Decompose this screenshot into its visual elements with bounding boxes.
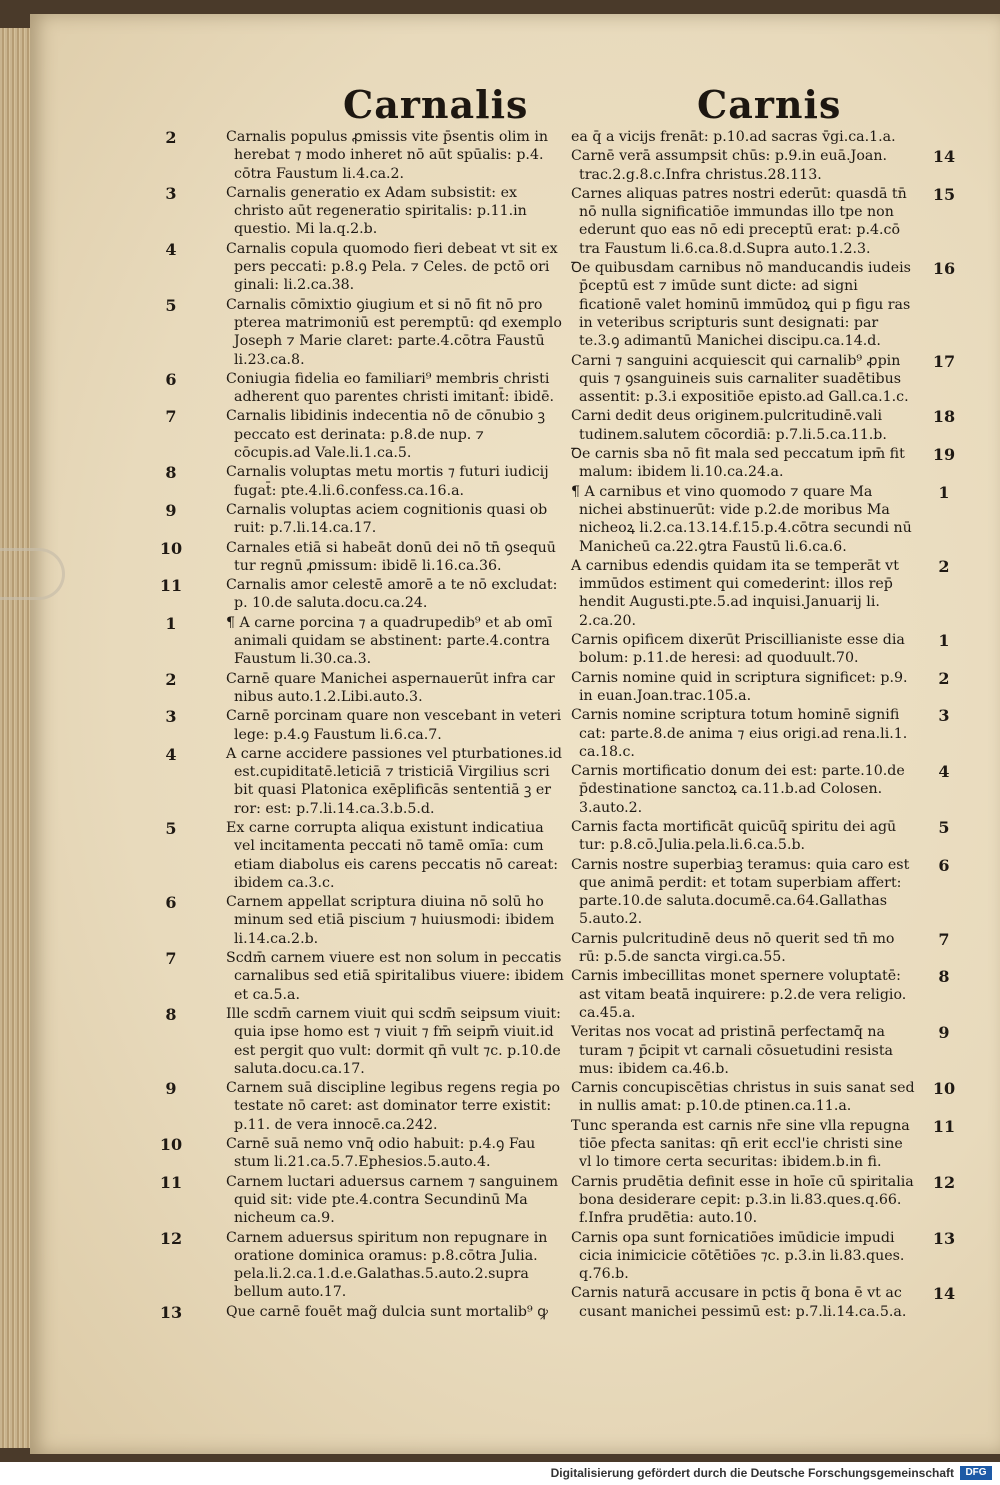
entry-text: Carnis opa sunt fornicatiōes imūdicie impudi cicia inimicicie cōtētiōes ⁊c. p.3.in li.83.ques. q.76.b. — [571, 1229, 905, 1283]
entry-text: Ex carne corrupta aliqua existunt indicatiua vel incitamenta peccati nō tamē omīa: cum etiam diabolus eis carens peccatis nō careat: ibidem ca.3.c. — [226, 819, 559, 891]
entry-text: A carnibus edendis quidam ita se temperāt vt immūdos estiment qui comederint: illos rep̄ hendit Augusti.pte.5.ad inquisi.Januarij li. 2.ca.20. — [571, 557, 899, 629]
index-entry — [165, 295, 564, 369]
entry-number: 11 — [159, 576, 183, 596]
dfg-logo[interactable]: DFG — [960, 1466, 992, 1480]
entry-number: 3 — [165, 183, 177, 203]
index-entry — [567, 1116, 956, 1172]
entry-number: 5 — [165, 818, 177, 838]
entry-text: Carnem appellat scriptura diuina nō solū ho minum sed etiā piscium ⁊ huiusmodi: ibidem li.14.ca.2.b. — [226, 894, 555, 947]
entry-text: Carni dedit deus originem.pulcritudinē.vali tudinem.salutem cōcordiā: p.7.li.5.ca.11.b. — [571, 408, 887, 443]
index-entry — [567, 1172, 956, 1228]
entry-text: Carnalis copula quomodo fieri debeat vt sit ex pers peccati: p.8.ꝯ Pela. ⁊ Celes. de pctō ori ginali: li.2.ca.38. — [226, 240, 558, 294]
entry-number: 10 — [159, 1135, 183, 1155]
entry-text: Veritas nos vocat ad pristinā perfectamq̄ na turam ⁊ p̄cipit vt carnali cōsuetudini resista mus: ibidem ca.46.b. — [571, 1024, 893, 1077]
entry-text: Scdm̄ carnem viuere est non solum in peccatis carnalibus sed etiā spiritalibus viuere: ibidem et ca.5.a. — [226, 950, 564, 1003]
entry-number: 4 — [165, 744, 177, 764]
left-column — [159, 128, 564, 1322]
index-entry — [165, 239, 564, 295]
index-entry — [165, 669, 564, 707]
index-entry — [165, 818, 564, 892]
entry-text: Carnis opificem dixerūt Priscillianiste esse dia bolum: p.11.de heresi: ad quoduult.70. — [571, 632, 905, 667]
entry-text: Carnē suā nemo vnq̄ odio habuit: p.4.ꝯ Fau stum li.21.ca.5.7.Ephesios.5.auto.4. — [226, 1136, 536, 1171]
entry-text: ea q̄ a vicijs frenāt: p.10.ad sacras v̄gi.ca.1.a. — [571, 129, 896, 145]
entry-text: Carnis naturā accusare in pctis q̄ bona ē vt ac cusant manichei pessimū est: p.7.li.14.ca.5.a. — [571, 1285, 907, 1320]
index-entry — [567, 1023, 950, 1078]
index-entry — [567, 762, 950, 817]
index-entry — [567, 668, 950, 706]
entry-number: 7 — [165, 407, 177, 427]
entry-text: Carnalis populus ꝓmissis vite p̄sentis olim in herebat ⁊ modo inheret nō aūt spūalis: p.4. cōtra Faustum li.4.ca.2. — [226, 129, 549, 182]
entry-number: 14 — [932, 1284, 956, 1304]
entry-text: Ille scdm̄ carnem viuit qui scdm̄ seipsum viuit: quia ipse homo est ⁊ viuit ⁊ fm̄ seipm̄ viuit.id est pergit quo vult: dormit qn̄ vult ⁊c. p.10.de saluta.docu.ca.17. — [226, 1005, 561, 1077]
entry-text: Carnis nomine scriptura totum hominē signifi cat: parte.8.de anima ⁊ eius origi.ad rena.li.1. ca.18.c. — [571, 707, 908, 760]
running-head-left: Carnalis — [343, 82, 529, 127]
index-entry — [165, 463, 564, 500]
entry-text: Ꝺe carnis sba nō fit mala sed peccatum ipm̄ fit malum: ibidem li.10.ca.24.a. — [571, 446, 905, 481]
entry-number: 1 — [938, 482, 950, 502]
entry-text: Carnalis amor celestē amorē a te nō excludat: p. 10.de saluta.docu.ca.24. — [226, 577, 558, 612]
index-entry — [165, 128, 564, 183]
entry-text: Carnes aliquas patres nostri ederūt: quasdā tn̄ nō nulla significatiōe immundas illo tpe non ederunt quo eas nō edi preceptū erat: p.4.cō tra Faustum li.6.ca.8.d.Supra auto.1.2.3. — [571, 185, 907, 257]
index-entry — [165, 613, 564, 669]
index-entry — [159, 576, 564, 613]
index-entry — [165, 1004, 564, 1078]
entry-text: Carnē verā assumpsit chūs: p.9.in euā.Joan. trac.2.g.8.c.Infra christus.28.113. — [571, 148, 887, 183]
entry-text: Carnis pulcritudinē deus nō querit sed tn̄ mo rū: p.5.de sancta virgi.ca.55. — [571, 930, 895, 966]
index-entry — [567, 1079, 956, 1116]
entry-text: Coniugia fidelia eo familiari⁹ membris christi adherent quo parentes christi imitant̄: ibidē. — [226, 370, 555, 406]
index-entry — [165, 949, 564, 1004]
entry-number: 1 — [938, 631, 950, 651]
entry-text: Carnē quare Manichei aspernauerūt infra car nibus auto.1.2.Libi.auto.3. — [226, 670, 555, 705]
entry-number: 11 — [159, 1172, 183, 1192]
index-entry — [567, 556, 950, 630]
index-entry — [567, 128, 947, 146]
entry-number: 2 — [165, 128, 177, 147]
entry-number: 10 — [932, 1079, 956, 1099]
entry-number: 2 — [938, 556, 950, 576]
entry-number: 6 — [938, 855, 950, 875]
index-entry — [567, 967, 950, 1022]
entry-text: Carnalis voluptas aciem cognitionis quasi ob ruit: p.7.li.14.ca.17. — [226, 501, 548, 537]
entry-text: Ꝺe quibusdam carnibus nō manducandis iudeis p̄ceptū est ⁊ imūde sunt dicte: ad signi ficationē valet hominū immūdoꝝ qui p figu ras in veteribus scripturis sunt designati: par te.3.ꝯ adimantū Manichei discipu.ca.14.d. — [571, 260, 911, 350]
entry-number: 4 — [938, 762, 950, 782]
index-entry — [159, 1172, 564, 1228]
entry-number: 9 — [165, 500, 177, 520]
index-entry — [567, 259, 956, 350]
entry-text: Carnem luctari aduersus carnem ⁊ sanguinem quid sit: vide pte.4.contra Secundinū Ma nicheum ca.9. — [226, 1173, 559, 1227]
entry-text: Carnem aduersus spiritum non repugnare in oratione dominica oramus: p.8.cōtra Julia. pela.li.2.ca.1.d.e.Galathas.5.auto.2.supra bellum auto.17. — [226, 1229, 548, 1301]
index-entry — [165, 744, 564, 818]
index-entry — [567, 351, 956, 407]
entry-number: 15 — [932, 184, 956, 204]
index-entry — [165, 1079, 564, 1134]
index-entry — [567, 929, 950, 967]
entry-text: Carnis imbecillitas monet spernere voluptatē: ast vitam beatā inquirere: p.2.de vera religio. ca.45.a. — [571, 968, 907, 1021]
entry-number: 4 — [165, 239, 177, 259]
entry-number: 10 — [159, 538, 183, 558]
entry-number: 13 — [932, 1228, 956, 1248]
index-entry — [165, 407, 564, 462]
index-entry — [567, 855, 950, 929]
entry-number: 7 — [938, 929, 950, 949]
index-entry — [567, 706, 950, 761]
entry-number: 17 — [932, 351, 956, 371]
right-column — [567, 128, 956, 1322]
entry-number: 6 — [165, 369, 177, 389]
index-entry — [567, 1284, 956, 1321]
entry-text: Carnis mortificatio donum dei est: parte.10.de p̄destinatione sanctoꝝ ca.11.b.ad Colosen. 3.auto.2. — [571, 763, 905, 816]
index-entry — [159, 1135, 564, 1172]
index-entry — [567, 184, 956, 258]
index-entry — [567, 482, 950, 556]
page-edges — [0, 28, 34, 1448]
index-entry — [165, 500, 564, 538]
entry-text: Carnalis cōmixtio ꝯiugium et si nō fit nō pro pterea matrimoniū est peremptū: qd exemplo Joseph ⁊ Marie claret: parte.4.cōtra Faustū li.23.ca.8. — [226, 296, 562, 368]
index-entry — [567, 147, 956, 184]
index-entry — [567, 407, 956, 444]
entry-number: 19 — [932, 445, 956, 465]
footer-bar — [0, 1462, 1000, 1485]
entry-number: 12 — [159, 1228, 183, 1248]
entry-number: 1 — [165, 613, 177, 633]
entry-number: 6 — [165, 893, 177, 913]
entry-text: Carnis nomine quid in scriptura significet: p.9. in euan.Joan.trac.105.a. — [571, 669, 908, 704]
index-entry — [165, 893, 564, 948]
entry-number: 9 — [165, 1079, 177, 1099]
entry-number: 2 — [938, 668, 950, 688]
entry-number: 9 — [938, 1023, 950, 1043]
entry-text: Carnē porcinam quare non vescebant in veteri lege: p.4.ꝯ Faustum li.6.ca.7. — [226, 708, 562, 743]
entry-text: Que carnē fouēt mag̃ dulcia sunt mortalib⁹ ꝙ — [226, 1303, 548, 1320]
index-entry — [567, 631, 950, 668]
entry-text: Carnalis voluptas metu mortis ⁊ futuri iudicij fugat̄: pte.4.li.6.confess.ca.16.a. — [226, 464, 549, 499]
entry-number: 8 — [165, 1004, 177, 1024]
entry-number: 7 — [165, 949, 177, 969]
index-entry — [159, 538, 564, 576]
entry-text: ¶ A carne porcina ⁊ a quadrupedib⁹ et ab omī animali quidam se abstinent: parte.4.contra Faustum li.30.ca.3. — [226, 614, 553, 668]
entry-text: Carnalis generatio ex Adam subsistit: ex christo aūt regeneratio spiritalis: p.11.in questio. Mi la.q.2.b. — [226, 184, 527, 238]
entry-number: 11 — [932, 1116, 956, 1136]
entry-text: Carnales etiā si habeāt donū dei nō tn̄ ꝯsequū tur regnū ꝓmissum: ibidē li.16.ca.36. — [226, 539, 556, 574]
entry-text: Tunc speranda est carnis nr̄e sine vlla repugna tiōe pfecta sanitas: qn̄ erit eccl'ie christi sine vl lo timore certa securitas: ibidem.b.in fi. — [571, 1117, 910, 1171]
entry-number: 3 — [165, 707, 177, 727]
entry-text: Carnis facta mortificāt quicūq̄ spiritu dei agū tur: p.8.cō.Julia.pela.li.6.ca.5.b. — [571, 818, 897, 854]
entry-text: Carnis concupiscētias christus in suis sanat sed in nullis amat: p.10.de ptinen.ca.11.a. — [571, 1080, 915, 1115]
running-head-right: Carnis — [697, 82, 842, 127]
index-entry — [567, 817, 950, 855]
entry-number: 3 — [938, 706, 950, 726]
entry-text: Carni ⁊ sanguini acquiescit qui carnalib⁹ ꝓpin quis ⁊ ꝯsanguineis suis carnaliter suadētibus assentit: p.3.i expositiōe episto.ad Gall.ca.1.c. — [571, 352, 909, 406]
index-entry — [567, 445, 956, 482]
clasp-strap — [0, 548, 65, 600]
entry-text: Carnis prudētia definit esse in hoīe cū spiritalia bona desiderare cepit: p.3.in li.83.ques.q.66. f.Infra prudētia: auto.10. — [571, 1173, 914, 1227]
entry-number: 12 — [932, 1172, 956, 1192]
index-entry — [159, 1228, 564, 1302]
entry-number: 8 — [165, 463, 177, 483]
entry-number: 2 — [165, 669, 177, 689]
index-entry — [165, 183, 564, 239]
index-entry — [567, 1228, 956, 1284]
entry-number: 13 — [159, 1302, 183, 1322]
entry-text: Carnalis libidinis indecentia nō de cōnubio ꝫ peccato est derinata: p.8.de nup. ⁊ cōcupis.ad Vale.li.1.ca.5. — [226, 408, 546, 462]
entry-number: 5 — [938, 817, 950, 837]
index-entry — [165, 707, 564, 744]
funding-notice: Digitalisierung gefördert durch die Deutsche Forschungsgemeinschaft — [550, 1466, 954, 1480]
entry-number: 16 — [932, 259, 956, 279]
entry-number: 18 — [932, 407, 956, 427]
entry-number: 14 — [932, 147, 956, 167]
entry-text: Carnem suā discipline legibus regens regia po testate nō caret: ast dominator terre existit: p.11. de vera innocē.ca.242. — [226, 1080, 561, 1133]
entry-number: 5 — [165, 295, 177, 315]
entry-text: Carnis nostre superbiaꝫ teramus: quia caro est que animā perdit: et totam superbiam affert: parte.10.de saluta.documē.ca.64.Gallathas 5.auto.2. — [571, 856, 910, 928]
entry-text: A carne accidere passiones vel pturbationes.id est.cupiditatē.leticiā ⁊ tristiciā Virgilius scri bit quasi Platonica exēplificās sententiā ꝫ er ror: est: p.7.li.14.ca.3.b.5.d. — [226, 745, 562, 817]
entry-number: 8 — [938, 967, 950, 987]
entry-text: ¶ A carnibus et vino quomodo ⁊ quare Ma nichei abstinuerūt: vide p.2.de moribus Ma nicheoꝝ li.2.ca.13.14.f.15.p.4.cōtra secundi nū Manicheū ca.22.ꝯtra Faustū li.6.ca.6. — [571, 483, 912, 555]
index-entry — [159, 1302, 564, 1322]
index-entry — [165, 369, 564, 407]
